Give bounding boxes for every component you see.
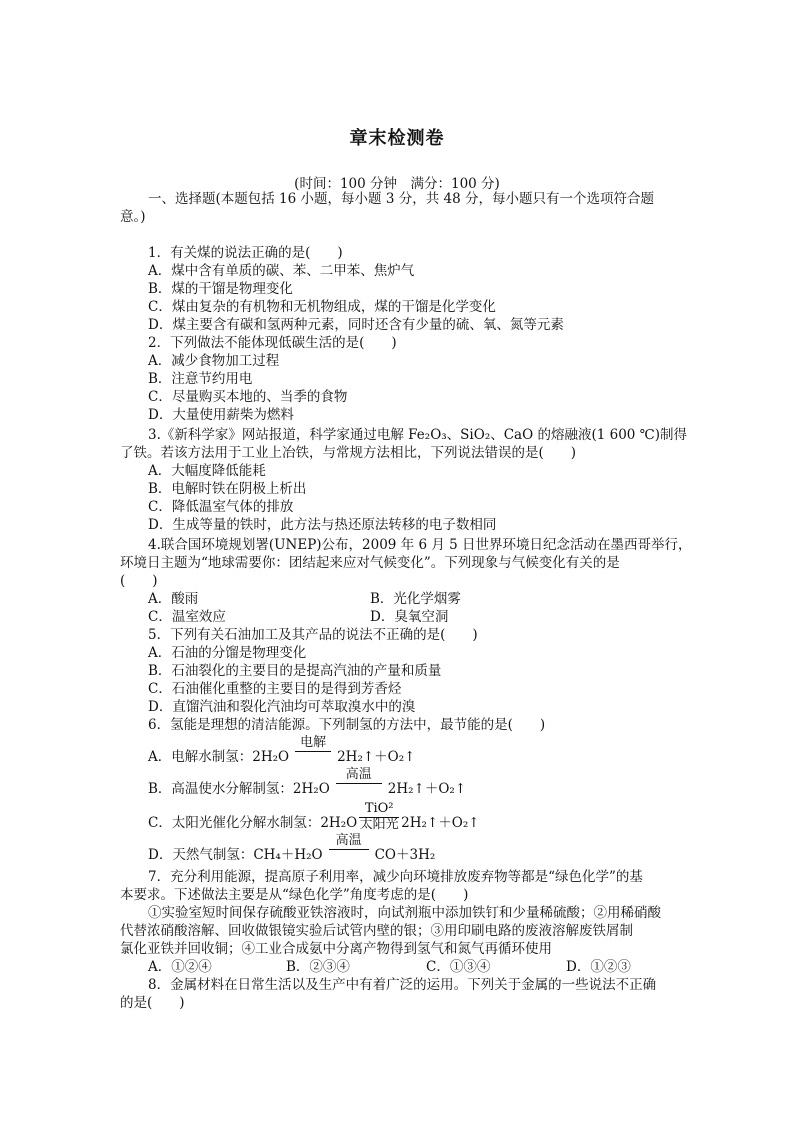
reaction-condition bbox=[295, 736, 331, 766]
question-2-option-c: C．尽量购买本地的、当季的食物 bbox=[148, 389, 348, 405]
catalyst-label: TiO² bbox=[364, 801, 394, 816]
equation-products: CO＋3H₂ bbox=[374, 847, 436, 863]
question-2-option-d: D．大量使用薪柴为燃料 bbox=[148, 407, 294, 423]
question-3-option-b: B．电解时铁在阴极上析出 bbox=[148, 481, 307, 497]
question-3-option-c: C．降低温室气体的排放 bbox=[148, 499, 294, 515]
question-7-option-b: B．②③④ bbox=[286, 959, 350, 975]
question-7-option-d: D．①②③ bbox=[566, 959, 631, 975]
condition-label: 太阳光 bbox=[359, 817, 399, 832]
question-5-option-d: D．直馏汽油和裂化汽油均可萃取溴水中的溴 bbox=[148, 699, 416, 715]
equation-products: 2H₂↑＋O₂↑ bbox=[337, 749, 416, 765]
question-1-option-d: D．煤主要含有碳和氢两种元素，同时还含有少量的硫、氧、氮等元素 bbox=[148, 317, 564, 333]
question-2-stem: 2．下列做法不能体现低碳生活的是( ) bbox=[148, 335, 397, 351]
page-title: 章末检测卷 bbox=[349, 128, 445, 149]
question-2-option-a: A．减少食物加工过程 bbox=[148, 353, 280, 369]
exam-info: (时间：100 分钟 满分：100 分) bbox=[294, 176, 500, 192]
question-7-option-c: C．①③④ bbox=[426, 959, 491, 975]
question-3-option-d: D．生成等量的铁时，此方法与热还原法转移的电子数相同 bbox=[148, 517, 497, 533]
question-7-stem: 7．充分利用能源，提高原子利用率，减少向环境排放废弃物等都是“绿色化学”的基 bbox=[148, 869, 643, 885]
question-1-stem: 1．有关煤的说法正确的是( ) bbox=[148, 245, 343, 261]
question-4-option-a: A．酸雨 bbox=[148, 591, 199, 607]
equation-products: 2H₂↑＋O₂↑ bbox=[387, 781, 467, 797]
question-3-stem: 3.《新科学家》网站报道，科学家通过电解 Fe₂O₃、SiO₂、CaO 的熔融液(1 600 ℃)制得 bbox=[148, 427, 688, 443]
reaction-condition bbox=[336, 768, 382, 798]
question-3-option-a: A．大幅度降低能耗 bbox=[148, 463, 266, 479]
question-8-stem: 8．金属材料在日常生活以及生产中有着广泛的运用。下列关于金属的一些说法不正确 bbox=[148, 977, 657, 993]
question-6-stem: 6．氢能是理想的清洁能源。下列制氢的方法中，最节能的是( ) bbox=[148, 717, 546, 733]
section-heading: 一、选择题(本题包括 16 小题，每小题 3 分，共 48 分，每小题只有一个选项符合题 bbox=[148, 191, 654, 207]
question-7-option-a: A．①②④ bbox=[148, 959, 212, 975]
question-1-option-a: A．煤中含有单质的碳、苯、二甲苯、焦炉气 bbox=[148, 263, 415, 279]
condition-label: 电解 bbox=[300, 735, 327, 750]
question-7-body-cont: 氯化亚铁并回收铜；④工业合成氨中分离产物得到氢气和氮气再循环使用 bbox=[120, 941, 552, 957]
question-1-option-c: C．煤由复杂的有机物和无机物组成，煤的干馏是化学变化 bbox=[148, 299, 496, 315]
question-1-option-b: B．煤的干馏是物理变化 bbox=[148, 281, 293, 297]
section-heading-cont: 意。) bbox=[120, 209, 146, 225]
question-6-option-a bbox=[148, 736, 415, 766]
question-6-option-c bbox=[148, 802, 480, 832]
question-4-option-d: D．臭氧空洞 bbox=[370, 609, 449, 625]
reaction-condition bbox=[359, 802, 399, 832]
equation-reactants: D．天然气制氢：CH₄＋H₂O bbox=[148, 847, 323, 863]
equation-reactants: A．电解水制氢：2H₂O bbox=[148, 749, 290, 765]
question-4-answer-blank: ( ) bbox=[120, 573, 158, 589]
equation-products: 2H₂↑＋O₂↑ bbox=[401, 815, 480, 831]
question-7-body: ①实验室短时间保存硫酸亚铁溶液时，向试剂瓶中添加铁钉和少量稀硫酸；②用稀硝酸 bbox=[148, 905, 661, 921]
condition-label: 高温 bbox=[345, 767, 372, 782]
question-5-option-b: B．石油裂化的主要目的是提高汽油的产量和质量 bbox=[148, 663, 442, 679]
question-8-stem-cont: 的是( ) bbox=[120, 995, 185, 1011]
question-7-body-cont: 代替浓硝酸溶解、回收做银镜实验后试管内壁的银；③用印刷电路的废液溶解废铁屑制 bbox=[120, 923, 633, 939]
question-3-stem-cont: 了铁。若该方法用于工业上冶铁，与常规方法相比，下列说法错误的是( ) bbox=[120, 445, 577, 461]
question-4-stem-cont: 环境日主题为“地球需要你：团结起来应对气候变化”。下列现象与气候变化有关的是 bbox=[120, 555, 620, 571]
question-4-stem: 4.联合国环境规划署(UNEP)公布，2009 年 6 月 5 日世界环境日纪念活动在墨西哥举行， bbox=[148, 537, 692, 553]
equation-reactants: C．太阳光催化分解水制氢：2H₂O bbox=[148, 815, 358, 831]
reaction-condition bbox=[329, 834, 369, 864]
question-4-option-c: C．温室效应 bbox=[148, 609, 226, 625]
question-2-option-b: B．注意节约用电 bbox=[148, 371, 253, 387]
question-4-option-b: B．光化学烟雾 bbox=[370, 591, 461, 607]
question-5-option-c: C．石油催化重整的主要目的是得到芳香烃 bbox=[148, 681, 402, 697]
question-5-option-a: A．石油的分馏是物理变化 bbox=[148, 645, 307, 661]
question-6-option-b bbox=[148, 768, 466, 798]
question-7-stem-cont: 本要求。下述做法主要是从“绿色化学”角度考虑的是( ) bbox=[120, 887, 469, 903]
question-5-stem: 5．下列有关石油加工及其产品的说法不正确的是( ) bbox=[148, 627, 478, 643]
equation-reactants: B．高温使水分解制氢：2H₂O bbox=[148, 781, 330, 797]
condition-label: 高温 bbox=[335, 833, 362, 848]
question-6-option-d bbox=[148, 834, 435, 864]
